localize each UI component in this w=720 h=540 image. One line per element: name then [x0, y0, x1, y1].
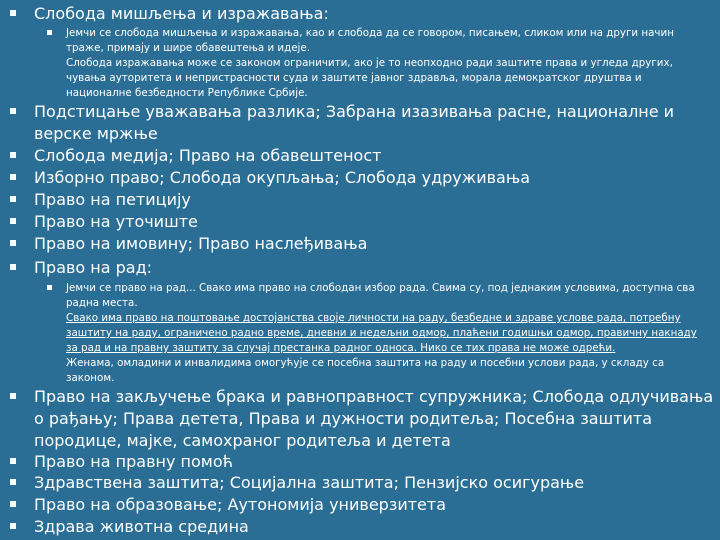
bullet-environment [0, 516, 720, 538]
sub-bullet-work-detail [0, 281, 720, 386]
bullet-text-line: Право на закључење брака и равноправност супружника; Слобода одлучивања [34, 387, 714, 406]
bullet-education [0, 494, 720, 516]
sub-bullet-line: тражe, примају и шире обавештења и идеје. [66, 42, 311, 54]
sub-bullet-line: чувања ауторитета и непристрасности суда и заштите јавног здравља, морала демократског друштва и [66, 72, 642, 84]
bullet-square-icon [10, 10, 16, 16]
sub-bullet-line: Јемчи се право на рад... Свако има право на слободан избор рада. Свима су, под једнаким условима, доступна сва [66, 282, 695, 294]
bullet-square-icon [10, 108, 16, 114]
bullet-asylum [0, 211, 720, 233]
bullet-electoral-right [0, 167, 720, 189]
sub-bullet-line: законом. [66, 372, 115, 384]
bullet-media-freedom [0, 145, 720, 167]
bullet-property [0, 233, 720, 255]
bullet-text-line: Подстицање уважавања разлика; Забрана изазивања расне, националне и [34, 102, 675, 121]
sub-bullet-line: за рад и на правну заштиту за случај престанка радног односа. Нико се тих права не може одрећи. [66, 342, 616, 354]
sub-bullet-line: радна места. [66, 297, 138, 309]
bullet-text: Здравствена заштита; Социјална заштита; Пензијско осигурање [34, 473, 585, 492]
bullet-text: Право на образовање; Аутономија универзитета [34, 495, 447, 514]
sub-bullet-line: заштиту на раду, ограничено радно време, дневни и недељни одмор, плаћени годишњи одмор, правичну накнаду [66, 327, 697, 339]
bullet-text-line: о рађању; Права детета, Права и дужности родитеља; Посебна заштита [34, 409, 652, 428]
bullet-square-icon [10, 218, 16, 224]
bullet-square-icon [10, 174, 16, 180]
bullet-respect-differences [0, 101, 720, 145]
bullet-square-icon [10, 523, 16, 529]
bullet-square-icon [10, 152, 16, 158]
bullet-text-line: породице, мајке, самохраног родитеља и детета [34, 431, 451, 450]
bullet-right-to-work [0, 257, 720, 279]
bullet-health-social [0, 472, 720, 494]
bullet-text: Право на правну помоћ [34, 452, 234, 471]
sub-bullet-square-icon [47, 285, 52, 290]
bullet-square-icon [10, 479, 16, 485]
sub-bullet-square-icon [47, 30, 52, 35]
bullet-marriage-family [0, 386, 720, 452]
bullet-petition [0, 189, 720, 211]
bullet-square-icon [10, 393, 16, 399]
sub-bullet-line: Женама, омладини и инвалидима омогућује се посебна заштита на раду и посебни услови рада, у складу са [66, 357, 665, 369]
bullet-legal-aid [0, 451, 720, 473]
sub-bullet-line: Свако има право на поштовање достојанства своје личности на раду, безбедне и здраве услове рада, потребну [66, 312, 681, 324]
bullet-text: Слобода медија; Право на обавештеност [34, 146, 382, 165]
bullet-freedom-of-expression [0, 3, 720, 25]
bullet-square-icon [10, 240, 16, 246]
bullet-text: Слобода мишљења и изражавања: [34, 4, 329, 23]
bullet-square-icon [10, 264, 16, 270]
bullet-square-icon [10, 501, 16, 507]
bullet-text: Право на имовину; Право наслеђивања [34, 234, 368, 253]
bullet-text: Право на рад: [34, 258, 153, 277]
bullet-text: Изборно право; Слобода окупљања; Слобода удруживања [34, 168, 530, 187]
bullet-text: Здрава животна средина [34, 517, 249, 536]
bullet-text-line: верске мржње [34, 124, 158, 143]
sub-bullet-expression-detail [0, 26, 720, 101]
sub-bullet-line: Јемчи се слобода мишљења и изражавања, као и слобода да се говором, писањем, сликом или на други начин [66, 27, 674, 39]
sub-bullet-line: Слобода изражавања може се законом ограничити, ако је то неопходно ради заштите права и угледа других, [66, 57, 673, 69]
sub-bullet-line: националне безбедности Републике Србије. [66, 87, 308, 99]
bullet-text: Право на петицију [34, 190, 191, 209]
bullet-text: Право на уточиште [34, 212, 198, 231]
bullet-square-icon [10, 196, 16, 202]
bullet-square-icon [10, 458, 16, 464]
